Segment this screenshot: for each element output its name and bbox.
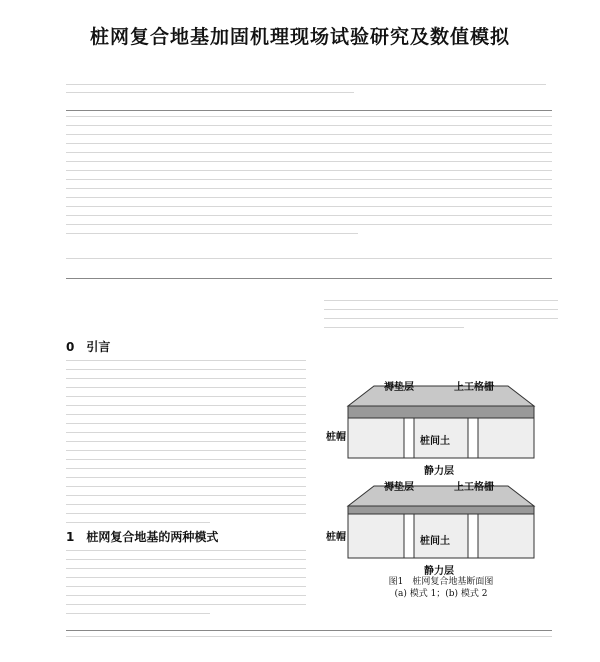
label-cushion-a: 褥垫层 xyxy=(384,382,414,393)
label-cushion-b: 褥垫层 xyxy=(384,482,414,493)
keywords xyxy=(66,258,552,267)
label-base-a: 静力层 xyxy=(424,466,454,477)
intro-heading: 0 引言 xyxy=(66,340,111,354)
figure-1 xyxy=(324,340,558,599)
embankment-b xyxy=(348,486,534,506)
abstract xyxy=(66,116,552,242)
figure-caption: 图1 桩网复合地基断面图 xyxy=(388,577,494,587)
cushion-a xyxy=(348,406,534,418)
footnote xyxy=(66,636,552,648)
label-geogrid-a: 上工格栅 xyxy=(454,382,494,393)
abstract-body xyxy=(66,116,552,234)
affiliations xyxy=(66,84,546,102)
divider xyxy=(66,110,552,111)
figure-subcaption: (a) 模式 1；(b) 模式 2 xyxy=(394,589,488,599)
label-pilecap-a: 桩帽 xyxy=(326,432,346,443)
paper-title: 桩网复合地基加固机理现场试验研究及数值模拟 xyxy=(89,26,510,48)
label-soil-a: 桩间土 xyxy=(420,436,450,447)
geogrid-b xyxy=(348,506,534,514)
label-pilecap-b: 桩帽 xyxy=(326,532,346,543)
pile-a1 xyxy=(404,418,414,458)
label-geogrid-b: 上工格栅 xyxy=(454,482,494,493)
pile-b2 xyxy=(468,514,478,558)
divider xyxy=(66,278,552,279)
footnote-divider xyxy=(66,630,552,631)
pile-b1 xyxy=(404,514,414,558)
label-base-b: 静力层 xyxy=(424,566,454,577)
label-soil-b: 桩间土 xyxy=(420,536,450,547)
section1-paragraphs xyxy=(66,550,306,622)
intro-paragraphs xyxy=(66,360,306,531)
right-column-text xyxy=(324,300,558,336)
embankment-a xyxy=(348,386,534,406)
section1-heading: 1 桩网复合地基的两种模式 xyxy=(66,530,219,544)
pile-a2 xyxy=(468,418,478,458)
